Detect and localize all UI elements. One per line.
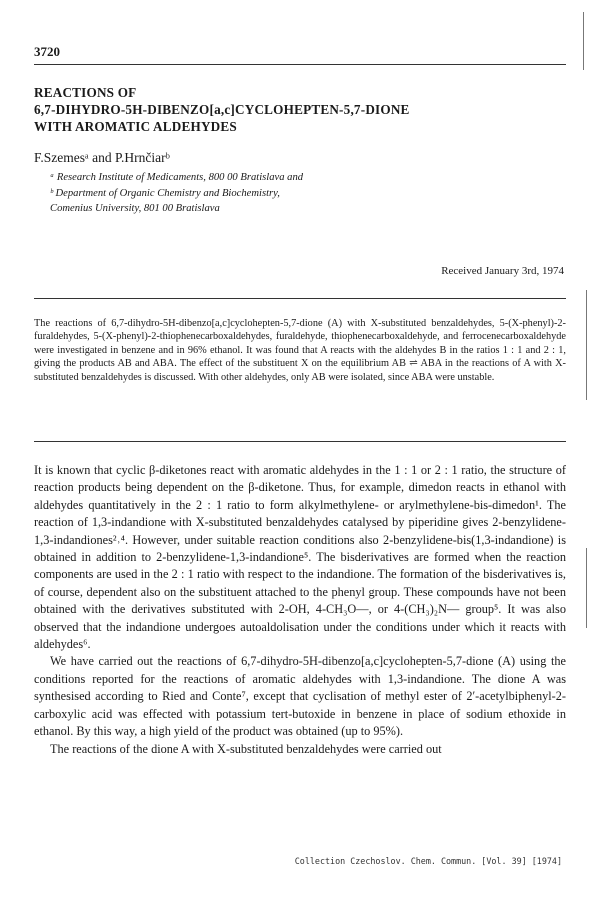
affiliation-b: ᵇ Department of Organic Chemistry and Biochemistry, — [50, 187, 280, 199]
article-title — [34, 84, 566, 135]
abstract: The reactions of 6,7-dihydro-5H-dibenzo[a,c]cyclohepten-5,7-dione (A) with X-substituted benzaldehydes, 5-(X-phenyl)-2-furaldehydes, 5-(X-phenyl)-2-thiophenecarboxaldehydes, furaldehyde, thiophenecarboxaldehyde, and ferrocenecarboxaldehyde were investigated in benzene and in 96% ethanol. It was found that A reacts with the aldehydes B in the ratios 1 : 1 and 2 : 1, giving the products AB and ABA. The effect of the substituent X on the equilibrium AB ⇌ ABA in the reactions of A with X-substituted benzaldehydes is discussed. With other aldehydes, only AB were isolated, since ABA were unstable. — [34, 318, 566, 383]
header-rule — [34, 64, 566, 65]
paragraph-2: We have carried out the reactions of 6,7-dihydro-5H-dibenzo[a,c]cyclohepten-5,7-dione (A) using the conditions reported for the reactions of aromatic aldehydes with 1,3-indandione. The dione A was synthesised according to Ried and Conte⁷, except that cyclisation of methyl ester of 2′-acetylbiphenyl-2-carboxylic acid was effected with potassium tert-butoxide in benzene in place of sodium ethoxide in ethanol. By this way, a high yield of the product was obtained (up to 95%). — [34, 654, 566, 739]
margin-mark — [583, 12, 584, 70]
margin-mark — [586, 290, 587, 400]
journal-footer: Collection Czechoslov. Chem. Commun. [Vol. 39] [1974] — [294, 856, 562, 866]
abstract-rule-bottom — [34, 441, 566, 442]
affiliations — [50, 170, 303, 217]
title-line-3: WITH AROMATIC ALDEHYDES — [34, 119, 237, 134]
paragraph-3: The reactions of the dione A with X-substituted benzaldehydes were carried out — [50, 741, 442, 756]
title-line-1: REACTIONS OF — [34, 85, 137, 100]
affiliation-a: ᵃ Research Institute of Medicaments, 800 00 Bratislava and — [50, 172, 304, 183]
paragraph-1: It is known that cyclic β-diketones react with aromatic aldehydes in the 1 : 1 or 2 : 1 ratio, the structure of reaction products being dependent on the β-diketone. Thus, for example, dimedon reacts in ethanol with aldehydes quantitatively in the 2 : 1 ratio to form alkylmethylene- or arylmethylene-bis-dimedon¹. The reaction of 1,3-indandione with X-substituted benzaldehydes catalysed by piperidine gives 2-benzylidene-1,3-indandiones²˒⁴. However, under suitable reaction conditions also 2-benzylidene-bis(1,3-indandione) is obtained in addition to 2-benzylidene-1,3-indandione⁵. The bisderivatives are formed when the reaction components are used in the 2 : 1 ratio with respect to the indandione. The formation of the bisderivatives is, of course, dependent also on the substituent attached to the phenyl group. These compounds have not been obtained with the derivatives substituted with 2-OH, 4-CH₃O—, or 4-(CH₃)₂N— group⁵. It was also observed that the indandione undergoes autoaldolisation under the conditions under which it reacts with aldehydes⁶. — [34, 463, 566, 652]
margin-mark — [586, 548, 587, 628]
authors: F.Szemesᵃ and P.Hrnčiarᵇ — [34, 150, 170, 165]
abstract-rule-top — [34, 298, 566, 299]
body-text — [34, 462, 566, 758]
title-line-2: 6,7-DIHYDRO-5H-DIBENZO[a,c]CYCLOHEPTEN-5,7-DIONE — [34, 102, 410, 117]
affiliation-c: Comenius University, 801 00 Bratislava — [50, 203, 220, 214]
page-number: 3720 — [34, 44, 60, 59]
received-date: Received January 3rd, 1974 — [441, 265, 564, 277]
